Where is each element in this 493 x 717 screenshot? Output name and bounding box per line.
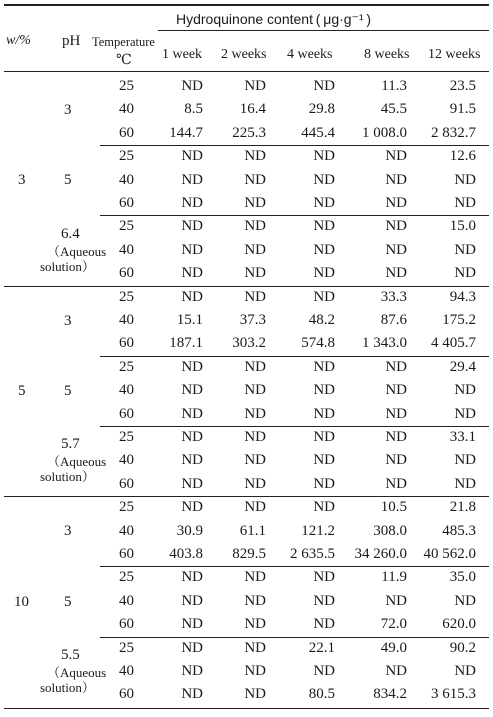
ph-header: pH: [62, 33, 81, 49]
value-cell: 2 635.5: [290, 546, 335, 562]
ph-group-label: 5.7: [61, 436, 80, 453]
value-cell: 485.3: [442, 522, 476, 539]
value-cell: 574.8: [301, 335, 335, 352]
value-cell: ND: [454, 592, 476, 609]
value-cell: ND: [454, 171, 476, 188]
temperature-cell: 40: [119, 171, 134, 188]
value-cell: 8.5: [184, 101, 203, 118]
value-cell: ND: [244, 218, 266, 235]
temperature-cell: 60: [119, 124, 134, 141]
value-cell: ND: [313, 265, 335, 282]
ph-group-note: solution）: [40, 679, 95, 695]
value-cell: 303.2: [232, 335, 266, 352]
value-cell: ND: [313, 452, 335, 469]
temperature-cell: 60: [119, 475, 134, 492]
value-cell: ND: [244, 475, 266, 492]
value-cell: ND: [181, 218, 203, 235]
value-cell: 61.1: [239, 522, 266, 539]
value-cell: 15.1: [176, 312, 203, 328]
value-cell: ND: [244, 429, 266, 445]
week-header: 8 weeks: [364, 47, 410, 62]
value-cell: ND: [244, 405, 266, 422]
ph-group-rule: [100, 426, 489, 427]
temperature-cell: 25: [119, 639, 134, 656]
ph-group-rule: [100, 145, 489, 146]
value-cell: 33.1: [449, 429, 476, 445]
value-cell: ND: [244, 452, 266, 469]
subheader-rule: [158, 30, 489, 31]
value-cell: ND: [313, 429, 335, 445]
ph-group-note: （Aqueous: [47, 664, 107, 680]
temperature-cell: 40: [119, 241, 134, 258]
value-cell: ND: [181, 616, 203, 633]
value-cell: 308.0: [373, 522, 407, 539]
value-cell: ND: [181, 429, 203, 445]
temperature-cell: 25: [119, 569, 134, 586]
w-group-label: 5: [18, 382, 26, 399]
value-cell: 29.8: [308, 101, 335, 118]
value-cell: ND: [313, 358, 335, 375]
value-cell: 90.2: [449, 639, 476, 656]
value-cell: ND: [244, 616, 266, 633]
value-cell: ND: [313, 616, 335, 633]
value-cell: ND: [385, 265, 407, 282]
value-cell: ND: [313, 195, 335, 211]
value-cell: 94.3: [449, 288, 476, 305]
ph-group-note: solution）: [40, 258, 95, 274]
temperature-cell: 60: [119, 335, 134, 352]
week-header: 1 week: [162, 47, 203, 62]
value-cell: ND: [313, 592, 335, 609]
value-cell: 91.5: [449, 101, 476, 118]
value-cell: ND: [385, 148, 407, 165]
value-cell: ND: [181, 452, 203, 469]
value-cell: ND: [385, 405, 407, 422]
value-cell: ND: [454, 452, 476, 469]
ph-group-rule: [100, 356, 489, 357]
value-cell: ND: [181, 592, 203, 609]
value-cell: ND: [244, 639, 266, 656]
value-cell: ND: [313, 663, 335, 679]
value-cell: 620.0: [442, 616, 476, 633]
temperature-cell: 60: [119, 195, 134, 211]
value-cell: ND: [385, 475, 407, 492]
value-cell: ND: [385, 195, 407, 211]
value-cell: ND: [244, 171, 266, 188]
header-bottom-rule: [4, 71, 489, 72]
value-cell: ND: [313, 475, 335, 492]
value-cell: ND: [313, 148, 335, 165]
ph-group-label: 5: [64, 172, 72, 189]
temperature-cell: 40: [119, 312, 134, 328]
value-cell: ND: [454, 195, 476, 211]
ph-group-rule: [100, 215, 489, 216]
ph-group-label: 5: [64, 382, 72, 399]
value-cell: 80.5: [308, 686, 335, 703]
temperature-cell: 25: [119, 429, 134, 445]
value-cell: ND: [181, 171, 203, 188]
value-cell: 829.5: [232, 546, 266, 562]
value-cell: 45.5: [380, 101, 407, 118]
value-cell: 1 008.0: [362, 124, 407, 141]
value-cell: 87.6: [380, 312, 407, 328]
temperature-cell: 60: [119, 405, 134, 422]
value-cell: 37.3: [239, 312, 266, 328]
temperature-cell: 25: [119, 499, 134, 516]
value-cell: ND: [244, 148, 266, 165]
value-cell: ND: [181, 639, 203, 656]
value-cell: ND: [181, 686, 203, 703]
temperature-cell: 40: [119, 522, 134, 539]
value-cell: ND: [313, 241, 335, 258]
value-cell: ND: [181, 499, 203, 516]
value-cell: ND: [181, 382, 203, 399]
value-cell: 30.9: [176, 522, 203, 539]
value-cell: 22.1: [308, 639, 335, 656]
value-cell: ND: [244, 663, 266, 679]
value-cell: ND: [313, 218, 335, 235]
value-cell: ND: [181, 265, 203, 282]
ph-group-note: solution）: [40, 469, 95, 485]
value-cell: ND: [181, 405, 203, 422]
ph-group-note: （Aqueous: [47, 454, 107, 470]
value-cell: ND: [313, 288, 335, 305]
value-cell: ND: [385, 592, 407, 609]
top-rule: [4, 4, 489, 6]
value-cell: 187.1: [169, 335, 203, 352]
value-cell: 23.5: [449, 78, 476, 94]
value-cell: 445.4: [301, 124, 335, 141]
w-group-label: 10: [14, 593, 29, 610]
value-cell: 35.0: [449, 569, 476, 586]
value-cell: 40 562.0: [423, 546, 476, 562]
value-cell: 175.2: [442, 312, 476, 328]
value-cell: 21.8: [449, 499, 476, 516]
value-cell: 12.6: [449, 148, 476, 165]
value-cell: 34 260.0: [354, 546, 407, 562]
ph-group-rule: [100, 637, 489, 638]
value-cell: 11.3: [381, 78, 407, 94]
value-cell: ND: [313, 171, 335, 188]
temperature-cell: 40: [119, 592, 134, 609]
week-header: 12 weeks: [428, 47, 481, 62]
temperature-header: Temperature: [92, 35, 155, 49]
w-group-label: 3: [18, 172, 26, 189]
ph-group-note: （Aqueous: [47, 243, 107, 259]
bottom-rule: [4, 708, 489, 710]
value-cell: ND: [385, 452, 407, 469]
value-cell: ND: [181, 475, 203, 492]
value-cell: 33.3: [380, 288, 407, 305]
value-cell: ND: [244, 78, 266, 94]
value-cell: ND: [181, 358, 203, 375]
w-group-rule: [4, 286, 489, 287]
value-cell: ND: [244, 265, 266, 282]
value-cell: 48.2: [308, 312, 335, 328]
temperature-cell: 40: [119, 101, 134, 118]
temperature-cell: 25: [119, 78, 134, 94]
value-cell: 10.5: [380, 499, 407, 516]
value-cell: ND: [385, 429, 407, 445]
value-cell: ND: [313, 405, 335, 422]
value-cell: ND: [181, 78, 203, 94]
w-group-rule: [4, 496, 489, 497]
ph-group-label: 3: [64, 523, 72, 540]
temperature-cell: 25: [119, 288, 134, 305]
value-cell: ND: [181, 241, 203, 258]
ph-group-label: 5: [64, 593, 72, 610]
value-cell: ND: [244, 592, 266, 609]
value-cell: ND: [181, 663, 203, 679]
value-cell: 15.0: [449, 218, 476, 235]
value-cell: ND: [385, 663, 407, 679]
value-cell: 49.0: [380, 639, 407, 656]
value-cell: 16.4: [239, 101, 266, 118]
temperature-cell: 25: [119, 148, 134, 165]
value-cell: ND: [313, 382, 335, 399]
ph-group-label: 6.4: [61, 225, 80, 242]
value-cell: 121.2: [301, 522, 335, 539]
ph-group-label: 5.5: [61, 646, 80, 663]
temperature-cell: 40: [119, 663, 134, 679]
value-cell: ND: [181, 288, 203, 305]
value-cell: ND: [385, 382, 407, 399]
value-cell: 4 405.7: [431, 335, 476, 352]
group-title: Hydroquinone content ( μg·g⁻¹ ): [176, 11, 372, 27]
temperature-cell: 25: [119, 218, 134, 235]
value-cell: ND: [244, 569, 266, 586]
value-cell: ND: [313, 78, 335, 94]
value-cell: ND: [244, 686, 266, 703]
value-cell: ND: [181, 195, 203, 211]
value-cell: ND: [181, 148, 203, 165]
value-cell: 72.0: [380, 616, 407, 633]
value-cell: 29.4: [449, 358, 476, 375]
value-cell: 144.7: [169, 124, 203, 141]
temperature-unit: ℃: [116, 53, 132, 68]
value-cell: ND: [244, 499, 266, 516]
temperature-cell: 60: [119, 265, 134, 282]
value-cell: ND: [385, 171, 407, 188]
temperature-cell: 60: [119, 546, 134, 562]
value-cell: ND: [244, 288, 266, 305]
week-header: 4 weeks: [287, 47, 333, 62]
temperature-cell: 40: [119, 452, 134, 469]
ph-group-label: 3: [64, 102, 72, 119]
value-cell: ND: [313, 499, 335, 516]
value-cell: ND: [454, 265, 476, 282]
temperature-cell: 40: [119, 382, 134, 399]
value-cell: 834.2: [373, 686, 407, 703]
value-cell: 403.8: [169, 546, 203, 562]
value-cell: ND: [454, 405, 476, 422]
value-cell: ND: [385, 241, 407, 258]
value-cell: ND: [454, 382, 476, 399]
value-cell: ND: [385, 218, 407, 235]
value-cell: ND: [454, 475, 476, 492]
value-cell: ND: [244, 241, 266, 258]
ph-group-label: 3: [64, 312, 72, 329]
temperature-cell: 60: [119, 616, 134, 633]
value-cell: ND: [454, 241, 476, 258]
value-cell: ND: [244, 358, 266, 375]
ph-group-rule: [100, 566, 489, 567]
value-cell: ND: [244, 195, 266, 211]
value-cell: ND: [385, 358, 407, 375]
temperature-cell: 60: [119, 686, 134, 703]
value-cell: 225.3: [232, 124, 266, 141]
week-header: 2 weeks: [221, 47, 267, 62]
value-cell: 11.9: [381, 569, 407, 586]
w-header: w/%: [6, 33, 31, 48]
temperature-cell: 25: [119, 358, 134, 375]
value-cell: 2 832.7: [431, 124, 476, 141]
value-cell: ND: [244, 382, 266, 399]
value-cell: ND: [454, 663, 476, 679]
value-cell: ND: [181, 569, 203, 586]
value-cell: ND: [313, 569, 335, 586]
value-cell: 1 343.0: [362, 335, 407, 352]
value-cell: 3 615.3: [431, 686, 476, 703]
